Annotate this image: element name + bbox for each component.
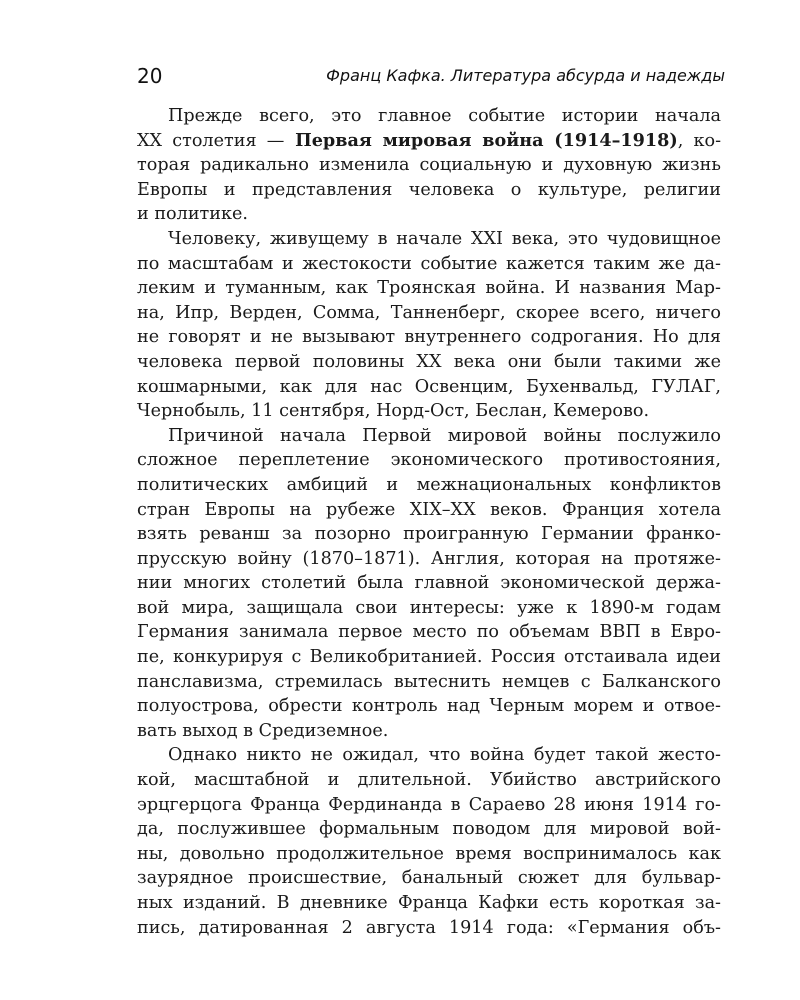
paragraph-1-line-3: торая радикально изменила социальную и духовную жизнь bbox=[137, 155, 721, 176]
paragraph-2-line-5: не говорят и не вызывают внутреннего содрогания. Но для bbox=[137, 327, 721, 348]
paragraph-1-line-1: Прежде всего, это главное событие истории начала bbox=[168, 106, 721, 126]
paragraph-4-line-7: ных изданий. В дневнике Франца Кафки есть короткая за- bbox=[137, 893, 721, 913]
paragraph-4-line-8: пись, датированная 2 августа 1914 года: «Германия объ- bbox=[137, 917, 721, 938]
paragraph-4-line-6: заурядное происшествие, банальный сюжет для бульвар- bbox=[137, 868, 721, 889]
paragraph-4-line-3: эрцгерцога Франца Фердинанда в Сараево 28 июня 1914 го- bbox=[137, 794, 721, 815]
running-title: Франц Кафка. Литература абсурда и надежды bbox=[326, 66, 725, 85]
paragraph-3-line-1: Причиной начала Первой мировой войны послужило bbox=[168, 425, 721, 446]
paragraph-3-line-5: взять реванш за позорно проигранную Германии франко- bbox=[137, 524, 721, 545]
paragraph-1-line-4: Европы и представления человека о культуре, религии bbox=[137, 179, 721, 200]
paragraph-2-line-1: Человеку, живущему в начале XXI века, это чудовищное bbox=[168, 228, 721, 249]
paragraph-2-line-3: леким и туманным, как Троянская война. И названия Мар- bbox=[137, 278, 721, 299]
paragraph-3-line-2: сложное переплетение экономического противостояния, bbox=[137, 450, 721, 471]
paragraph-1-line-5: и политике. bbox=[137, 204, 249, 225]
paragraph-3-line-10: пе, конкурируя с Великобританией. Россия отстаивала идеи bbox=[137, 647, 721, 668]
page-number: 20 bbox=[137, 64, 163, 88]
page-header bbox=[137, 62, 725, 90]
paragraph-4-line-2: кой, масштабной и длительной. Убийство австрийского bbox=[137, 770, 721, 791]
paragraph-4-line-1: Однако никто не ожидал, что война будет такой жесто- bbox=[168, 745, 721, 766]
paragraph-2-line-7: кошмарными, как для нас Освенцим, Бухенвальд, ГУЛАГ, bbox=[137, 376, 721, 397]
paragraph-3-line-7: нии многих столетий была главной экономической держа- bbox=[137, 573, 721, 594]
paragraph-3-line-3: политических амбиций и межнациональных конфликтов bbox=[137, 474, 721, 495]
paragraph-3-line-11: панславизма, стремилась вытеснить немцев с Балканского bbox=[137, 671, 721, 692]
paragraph-2-line-2: по масштабам и жестокости событие кажется таким же да- bbox=[137, 253, 721, 274]
body-text bbox=[137, 104, 721, 940]
paragraph-2-line-8: Чернобыль, 11 сентября, Норд-Ост, Беслан, Кемерово. bbox=[137, 401, 650, 422]
paragraph-2-line-4: на, Ипр, Верден, Сомма, Танненберг, скорее всего, ничего bbox=[137, 302, 721, 323]
paragraph-3-line-12: полуострова, обрести контроль над Черным морем и отвое- bbox=[137, 696, 721, 717]
paragraph-3-line-6: прусскую войну (1870–1871). Англия, которая на протяже- bbox=[137, 548, 721, 569]
paragraph-4-line-4: да, послужившее формальным поводом для мировой вой- bbox=[137, 819, 721, 840]
paragraph-3-line-8: вой мира, защищала свои интересы: уже к 1890-м годам bbox=[137, 597, 721, 618]
paragraph-1-line-2 bbox=[137, 129, 721, 154]
paragraph-2-line-6: человека первой половины XX века они были такими же bbox=[137, 351, 721, 372]
text-run: XX столетия — bbox=[137, 130, 285, 151]
paragraph-3-line-13: вать выход в Средиземное. bbox=[137, 720, 389, 741]
paragraph-4-line-5: ны, довольно продолжительное время воспринималось как bbox=[137, 843, 721, 864]
paragraph-3-line-9: Германия занимала первое место по объемам ВВП в Евро- bbox=[137, 622, 721, 643]
bold-phrase-first-world-war: Первая мировая война (1914–1918) bbox=[284, 129, 678, 151]
paragraph-3-line-4: стран Европы на рубеже XIX–XX веков. Франция хотела bbox=[137, 499, 721, 520]
text-run: , ко- bbox=[677, 130, 721, 151]
